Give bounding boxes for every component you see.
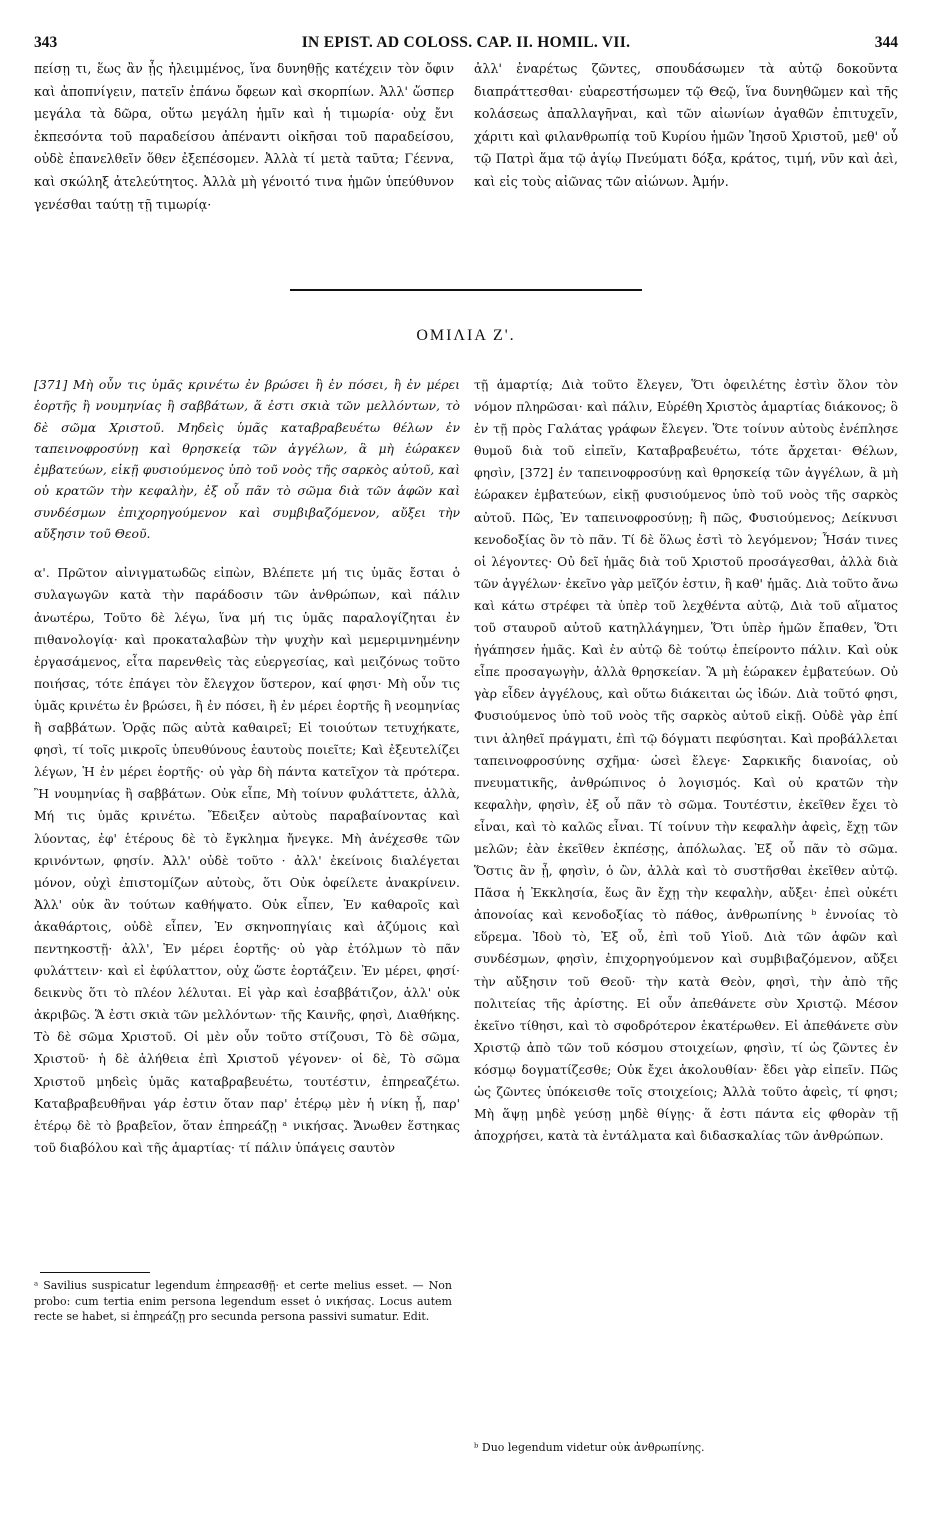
- page-number-right: 344: [874, 34, 898, 51]
- paragraph: α'. Πρῶτον αἰνιγματωδῶς εἰπὼν, Βλέπετε μή τις ὑμᾶς ἔσται ὁ συλαγωγῶν κατὰ τὴν παράδοσιν τῶν ἀνθρώπων, καὶ πάλιν ἀνωτέρω, Τοῦτο δὲ λέγω, ἵνα μή τις ὑμᾶς παραλογίζηται ἐν πιθανολογίᾳ· καὶ προκαταλαβὼν τὴν ψυχὴν καὶ μεμεριμνημένην ἐργασάμενος, εἶτα παρενθεὶς τὰς εὐεργεσίας, καὶ μειζόνως τοῦτο ποιήσας, τότε ἐπάγει τὸν ἔλεγχον ὕστερον, καί φησι· Μὴ οὖν τις ὑμᾶς κρινέτω ἐν βρώσει, ἢ ἐν πόσει, ἢ ἐν μέρει ἑορτῆς ἢ νεομηνίας ἢ σαββάτων. Ὁρᾷς πῶς αὐτὰ καθαιρεῖ; Εἰ τοιούτων τετυχήκατε, φησὶ, τί τοῖς μικροῖς ὑπευθύνους ἑαυτοὺς ποιεῖτε; Καὶ ἐξευτελίζει λέγων, Ἡ ἐν μέρει ἑορτῆς· οὐ γὰρ δὴ πάντα κατεῖχον τὰ πρότερα. Ἢ νουμηνίας ἢ σαββάτων. Οὐκ εἶπε, Μὴ τοίνυν φυλάττετε, ἀλλὰ, Μή τις ὑμᾶς κρινέτω. Ἔδειξεν αὐτοὺς παραβαίνοντας καὶ λύοντας, ἐφ' ἑτέρους δὲ τὸ ἔγκλημα ἤνεγκε. Μὴ ἀνέχεσθε τῶν κρινόντων, φησίν. Ἀλλ' οὐδὲ τοῦτο · ἀλλ' ἐκείνοις διαλέγεται μόνον, οὐχὶ ἐπιστομίζων αὐτοὺς, ὅτι Οὐκ ὀφείλετε ἀνακρίνειν. Ἀλλ' οὐκ ἂν τούτων καθήψατο. Οὐκ εἶπεν, Ἐν καθαροῖς καὶ ἀκαθάρτοις, οὐδὲ εἶπεν, Ἐν σκηνοπηγίαις καὶ ἀζύμοις καὶ πεντηκοστῇ· ἀλλ', Ἐν μέρει ἑορτῆς· οὐ γὰρ ἐτόλμων τὸ πᾶν φυλάττειν· καὶ εἰ ἐφύλαττον, οὐχ ὥστε ἑορτάζειν. Ἐν μέρει, φησί· δεικνὺς ὅτι τὸ πλέον λέλυται. Εἰ γὰρ καὶ ἐσαββάτιζον, ἀλλ' οὐκ ἀκριβῶς. Ἅ ἐστι σκιὰ τῶν μελλόντων· τῆς Καινῆς, φησὶ, Διαθήκης. Τὸ δὲ σῶμα Χριστοῦ. Οἱ μὲν οὖν τοῦτο στίζουσι, Τὸ δὲ σῶμα, Χριστοῦ· ἡ δὲ ἀλήθεια ἐπὶ Χριστοῦ γέγονεν· οἱ δὲ, Τὸ σῶμα Χριστοῦ μηδεὶς ὑμᾶς καταβραβευέτω, τουτέστιν, ἐπηρεαζέτω. Καταβραβευθῆναι γάρ ἐστιν ὅταν παρ' ἑτέρῳ μὲν ἡ νίκη ᾖ, παρ' ἑτέρῳ δὲ τὸ βραβεῖον, ὅταν ἐπηρεάζῃ ᵃ νικήσας. Ἄνωθεν ἕστηκας τοῦ διαβόλου καὶ τῆς ἁμαρτίας· τί πάλιν ὑπάγεις σαυτὸν: [34, 565, 460, 1155]
- page-number-left: 343: [34, 34, 58, 51]
- footnote-b: ᵇ Duo legendum videtur οὐκ ἀνθρωπίνης.: [474, 1441, 705, 1454]
- top-left-column: [34, 58, 454, 216]
- main-right-column: [474, 374, 898, 1147]
- homily-title: ΟΜΙΛΙΑ Ζ'.: [416, 327, 516, 344]
- main-left-column: [34, 374, 460, 1159]
- footnote-a: ᵃ Savilius suspicatur legendum ἐπηρεασθῇ· et certe melius esset. — Non probo: cum tertia enim persona legendum esset ὁ νικήσας. Locus autem recte se habet, si ἐπηρεάζῃ pro secunda persona passivi sumatur. Edit.: [34, 1279, 452, 1324]
- paragraph: τῇ ἁμαρτίᾳ; Διὰ τοῦτο ἔλεγεν, Ὅτι ὀφειλέτης ἐστὶν ὅλον τὸν νόμον πληρῶσαι· καὶ πάλιν, Εὑρέθη Χριστὸς ἁμαρτίας διάκονος; ὃ ἐν τῇ πρὸς Γαλάτας γράφων ἔλεγεν. Ὅτε τοίνυν αὐτοὺς ἐνέπλησε θυμοῦ διὰ τοῦ εἰπεῖν, Καταβραβευέτω, τότε ἄρχεται· Θέλων, φησὶν, [372] ἐν ταπεινοφροσύνῃ καὶ θρησκείᾳ τῶν ἀγγέλων, ἃ μὴ ἑώρακεν ἐμβατεύων, εἰκῇ φυσιούμενος ὑπὸ τοῦ νοὸς τῆς σαρκὸς αὐτοῦ. Πῶς, Ἐν ταπεινοφροσύνῃ; ἢ πῶς, Φυσιούμενος; Δείκνυσι κενοδοξίας ὂν τὸ πᾶν. Τί δὲ ὅλως ἐστὶ τὸ λεγόμενον; Ἦσάν τινες οἱ λέγοντες· Οὐ δεῖ ἡμᾶς διὰ τοῦ Χριστοῦ προσάγεσθαι, ἀλλὰ διὰ τῶν ἀγγέλων· ἐκεῖνο γὰρ μεῖζόν ἐστιν, ἢ καθ' ἡμᾶς. Διὰ τοῦτο ἄνω καὶ κάτω στρέφει τὰ ὑπὲρ τοῦ λεχθέντα αὐτῷ, Διὰ τοῦ αἵματος τοῦ σταυροῦ αὐτοῦ κατηλλάγημεν, Ὅτι ὑπὲρ ἡμῶν ἔπαθεν, Ὅτι ἠγάπησεν ἡμᾶς. Καὶ ἐν αὐτῷ δὲ τούτῳ ἐπείροντο πάλιν. Καὶ οὐκ εἶπε προσαγωγὴν, ἀλλὰ θρησκείαν. Ἃ μὴ ἑώρακεν ἐμβατεύων. Οὐ γὰρ εἶδεν ἀγγέλους, καὶ οὕτω διάκειται ὡς ἰδών. Διὰ τοῦτό φησι, Φυσιούμενος ὑπὸ τοῦ νοὸς τῆς σαρκὸς αὐτοῦ εἰκῇ. Οὐδὲ γὰρ ἐπί τινι ἀληθεῖ πράγματι, ἐπὶ τῷ δόγματι πεφύσηται. Καὶ προβάλλεται ταπεινοφροσύνης σχῆμα· ὡσεὶ ἔλεγε· Σαρκικῆς διανοίας, οὐ πνευματικῆς, ἀνθρώπινος ὁ λογισμός. Καὶ οὐ κρατῶν τὴν κεφαλὴν, φησὶν, ἐξ οὗ πᾶν τὸ σῶμα. Τουτέστιν, ἐκεῖθεν ἔχει τὸ εἶναι, καὶ τὸ καλῶς εἶναι. Τί τοίνυν τὴν κεφαλὴν ἀφεὶς, ἔχῃ τῶν μελῶν; ἐὰν ἐκεῖθεν ἐκπέσῃς, ἀπόλωλας. Ἐξ οὗ πᾶν τὸ σῶμα. Ὅστις ἂν ᾖ, φησὶν, ὁ ὢν, ἀλλὰ καὶ τὸ συστῆσθαι ἐκεῖθεν αὐτῷ. Πᾶσα ἡ Ἐκκλησία, ἕως ἂν ἔχῃ τὴν κεφαλὴν, αὔξει· ἐπεὶ οὐκέτι ἀπονοίας καὶ κενοδοξίας τὸ πάθος, ἀνθρωπίνης ᵇ ἐννοίας τὸ εὕρεμα. Ἰδοὺ τὸ, Ἐξ οὗ, ἐπὶ τοῦ Υἱοῦ. Διὰ τῶν ἁφῶν καὶ συνδέσμων, φησὶν, ἐπιχορηγούμενον καὶ συμβιβαζόμενον, αὔξει τὴν αὔξησιν τοῦ Θεοῦ· τὴν κατὰ Θεὸν, φησὶ, τὴν ἀπὸ τῆς πολιτείας τῆς ἀρίστης. Εἰ οὖν ἀπεθάνετε σὺν Χριστῷ. Μέσον ἐκεῖνο τίθησι, καὶ τὸ σφοδρότερον ἑκατέρωθεν. Εἰ ἀπεθάνετε σὺν Χριστῷ ἀπὸ τῶν τοῦ κόσμου στοιχείων, φησὶν, τί ὡς ζῶντες ἐν κόσμῳ δογματίζεσθε; Οὐκ ἔχει ἀκολουθίαν· ἔδει γὰρ εἰπεῖν. Πῶς ὡς ζῶντες ὑπόκεισθε τοῖς στοιχείοις; Ἀλλὰ τοῦτο ἀφεὶς, τί φησι; Μὴ ἅψῃ μηδὲ γεύσῃ μηδὲ θίγῃς· ἅ ἐστι πάντα εἰς φθορὰν τῇ ἀποχρήσει, κατὰ τὰ ἐντάλματα καὶ διδασκαλίας τῶν ἀνθρώπων.: [474, 377, 898, 1144]
- paragraph: ἀλλ' ἐναρέτως ζῶντες, σπουδάσωμεν τὰ αὐτῷ δοκοῦντα διαπράττεσθαι· εὐαρεστήσωμεν τῷ Θεῷ, ἵνα δυνηθῶμεν καὶ τῆς κολάσεως ἀπαλλαγῆναι, καὶ τῶν αἰωνίων ἀγαθῶν ἐπιτυχεῖν, χάριτι καὶ φιλανθρωπίᾳ τοῦ Κυρίου ἡμῶν Ἰησοῦ Χριστοῦ, μεθ' οὗ τῷ Πατρὶ ἅμα τῷ ἁγίῳ Πνεύματι δόξα, κράτος, τιμή, νῦν καὶ ἀεὶ, καὶ εἰς τοὺς αἰῶνας τῶν αἰώνων. Ἀμήν.: [474, 61, 898, 189]
- footnote-divider: [40, 1272, 150, 1273]
- scripture-lemma: [371] Μὴ οὖν τις ὑμᾶς κρινέτω ἐν βρώσει ἢ ἐν πόσει, ἢ ἐν μέρει ἑορτῆς ἢ νουμηνίας ἢ σαββάτων, ἅ ἐστι σκιὰ τῶν μελλόντων, τὸ δὲ σῶμα Χριστοῦ. Μηδεὶς ὑμᾶς καταβραβευέτω θέλων ἐν ταπεινοφροσύνῃ καὶ θρησκείᾳ τῶν ἀγγέλων, ἃ μὴ ἑώρακεν ἐμβατεύων, εἰκῇ φυσιούμενος ὑπὸ τοῦ νοὸς τῆς σαρκὸς αὐτοῦ, καὶ οὐ κρατῶν τὴν κεφαλὴν, ἐξ οὗ πᾶν τὸ σῶμα διὰ τῶν ἁφῶν καὶ συνδέσμων ἐπιχορηγούμενον καὶ συμβιβαζόμενον, αὔξει τὴν αὔξησιν τοῦ Θεοῦ.: [34, 377, 460, 542]
- running-title: IN EPIST. AD COLOSS. CAP. II. HOMIL. VII.: [301, 34, 631, 51]
- paragraph: πείσῃ τι, ἕως ἂν ᾖς ἠλειμμένος, ἵνα δυνηθῇς κατέχειν τὸν ὄφιν καὶ ἀποπνίγειν, πατεῖν ἐπάνω ὄφεων καὶ σκορπίων. Ἀλλ' ὥσπερ μεγάλα τὰ δῶρα, οὕτω μεγάλη ἡμῖν καὶ ἡ τιμωρία· οὐχ ἔνι ἐκπεσόντα τοῦ παραδείσου ἀπέναντι οἰκῆσαι τοῦ παραδείσου, οὐδὲ ἐπανελθεῖν ὅθεν ἐξεπέσομεν. Ἀλλὰ τί μετὰ ταῦτα; Γέεννα, καὶ σκώληξ ἀτελεύτητος. Ἀλλὰ μὴ γένοιτό τινα ἡμῶν ὑπεύθυνον γενέσθαι ταύτῃ τῇ τιμωρίᾳ·: [34, 61, 454, 212]
- top-right-column: [474, 58, 898, 194]
- running-header: [34, 34, 898, 56]
- section-divider: [290, 289, 642, 291]
